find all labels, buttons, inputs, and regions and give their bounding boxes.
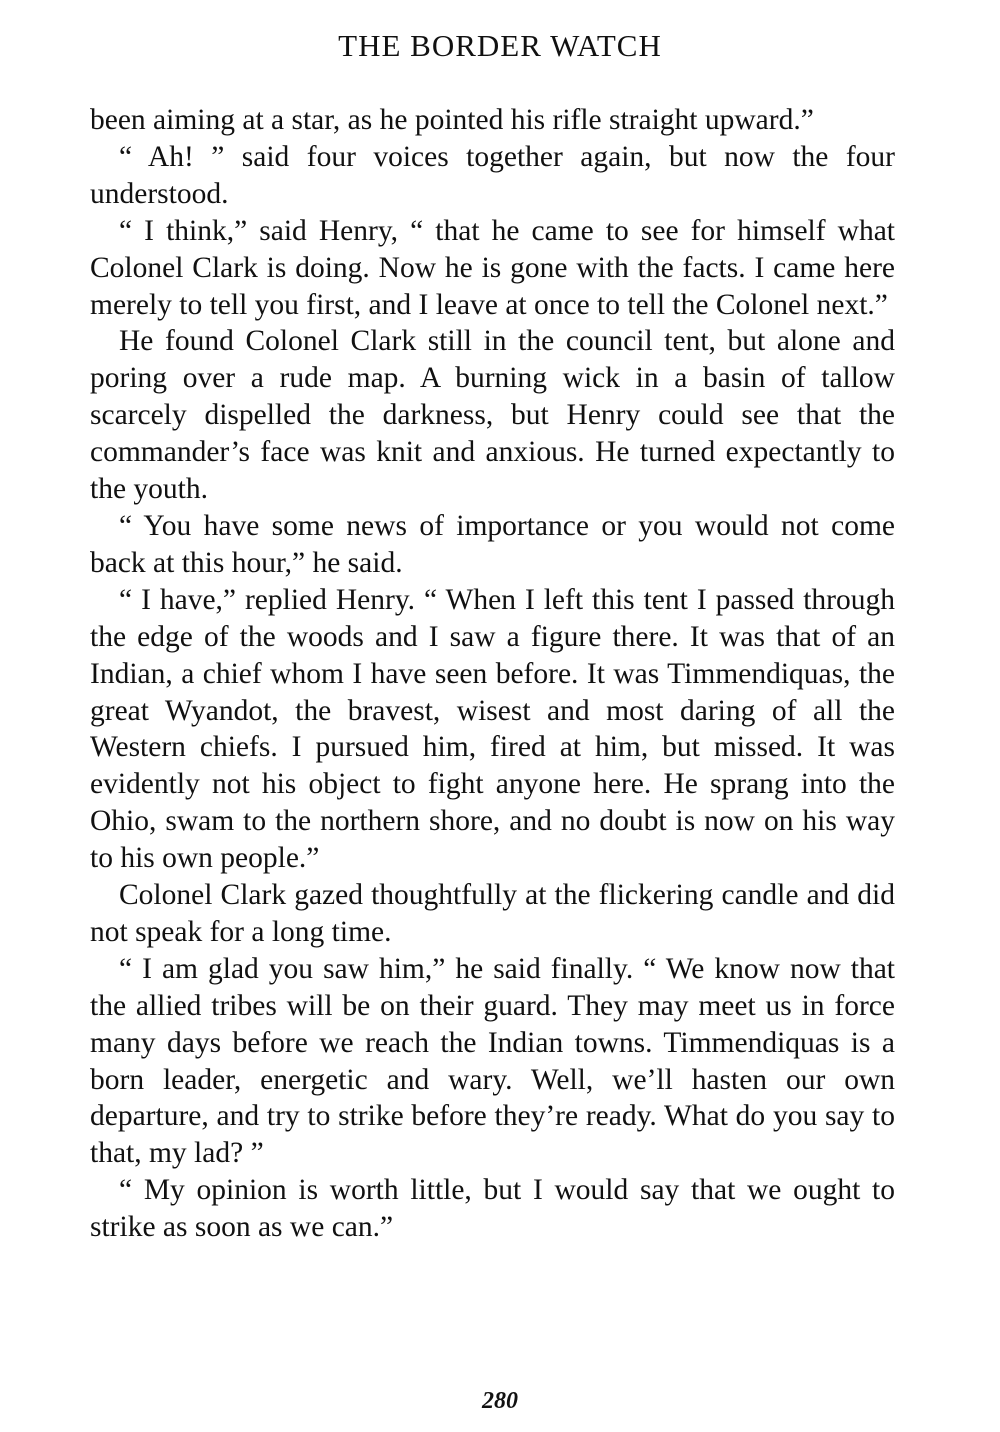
page-number: 280 <box>482 1388 518 1414</box>
paragraph: “ My opinion is worth little, but I would say that we ought to strike as soon as we can.” <box>90 1174 895 1244</box>
paragraph-continued: been aiming at a star, as he pointed his rifle straight upward.” <box>90 104 814 136</box>
paragraph: “ I am glad you saw him,” he said finally. “ We know now that the allied tribes will be on their guard. They may meet us in force many days before we reach the Indian towns. Timmendiquas is a born leader, energetic and wary. Well, we’ll hasten our own departure, and try to strike before they’re ready. What do you say to that, my lad? ” <box>90 952 895 1170</box>
paragraph: “ You have some news of importance or you would not come back at this hour,” he said. <box>90 509 895 579</box>
paragraph: “ I have,” replied Henry. “ When I left this tent I passed through the edge of the woods and I saw a figure there. It was that of an Indian, a chief whom I have seen before. It was Timmendiquas, the great Wyandot, the bravest, wisest and most daring of all the Western chiefs. I pursued him, fired at him, but missed. It was evidently not his object to fight anyone here. He sprang into the Ohio, swam to the northern shore, and no doubt is now on his way to his own people.” <box>90 583 895 875</box>
paragraph: Colonel Clark gazed thoughtfully at the flickering candle and did not speak for a long time. <box>90 879 895 948</box>
paragraph: “ I think,” said Henry, “ that he came to see for himself what Colonel Clark is doing. Now he is gone with the facts. I came here merely to tell you first, and I leave at once to tell the Colonel next.” <box>90 214 895 321</box>
running-head: THE BORDER WATCH <box>338 28 662 63</box>
paragraph: He found Colonel Clark still in the council tent, but alone and poring over a rude map. A burning wick in a basin of tallow scarcely dispelled the darkness, but Henry could see that the commander’s face was knit and anxious. He turned expectantly to the youth. <box>90 325 895 506</box>
paragraph: “ Ah! ” said four voices together again, but now the four understood. <box>90 140 895 210</box>
body-text <box>90 102 895 1246</box>
